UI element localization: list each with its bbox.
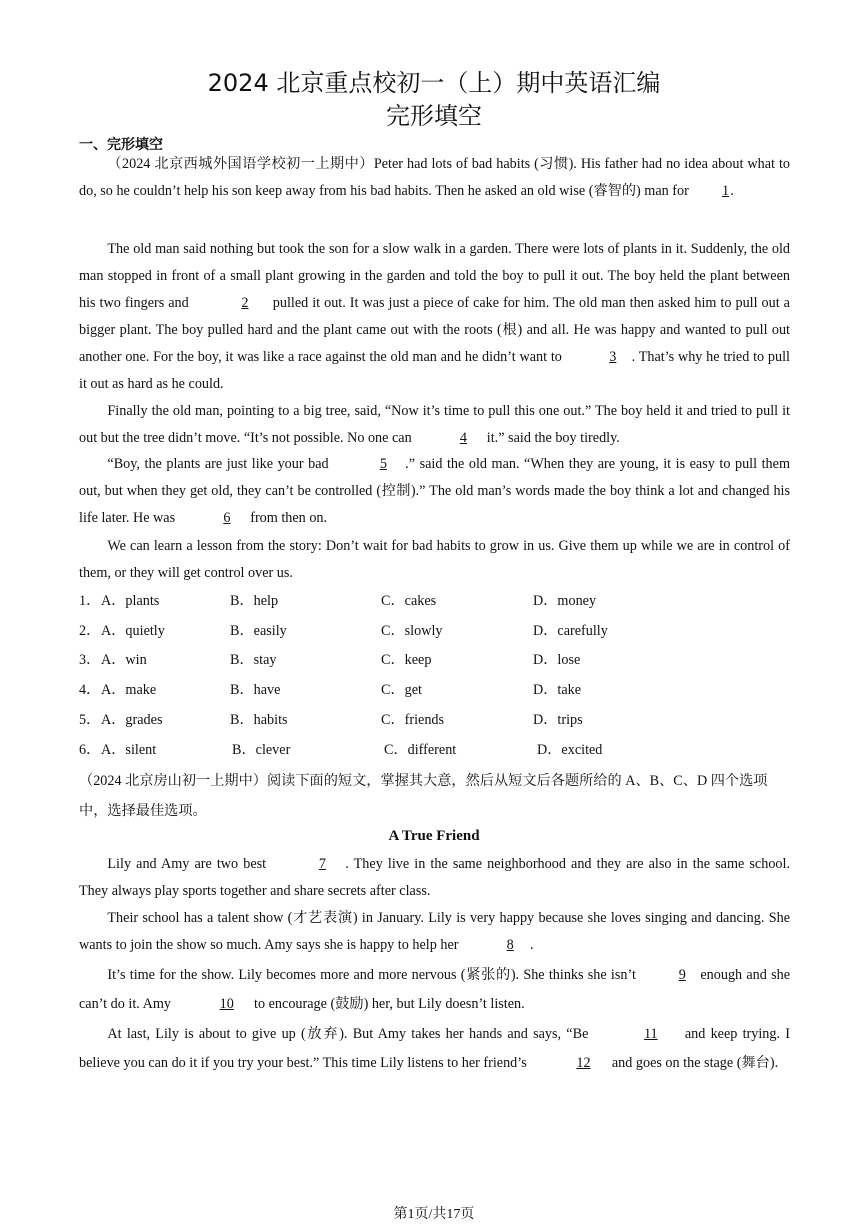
passage1-paragraph-3: Finally the old man, pointing to a big tree, said, “Now it’s time to pull this one out.” The boy held it and tried to pull it out but the tree didn’t move. “It’s not possible. No one can 4 it.” said the boy tiredly. <box>79 398 790 452</box>
option-row-6: 6． A．silent B．clever C．different D．excited <box>79 742 603 758</box>
passage1-paragraph-1: （2024 北京西城外国语学校初一上期中）Peter had lots of bad habits (习惯). His father had no idea about what to do, so he couldn’t help his son keep away from his bad habits. Then he asked an old wise (睿智的) man for 1. <box>79 151 790 205</box>
option-row-5: 5． A．grades B．habits C．friends D．trips <box>79 712 583 728</box>
passage1-paragraph-4: “Boy, the plants are just like your bad 5 .” said the old man. “When they are young, it is easy to pull them out, but when they get old, they can’t be controlled (控制).” The old man’s words made the boy think a lot and changed his life later. He was 6 from then on. <box>79 451 790 532</box>
passage1-paragraph-2: The old man said nothing but took the son for a slow walk in a garden. There were lots of plants in it. Suddenly, the old man stopped in front of a small plant growing in the garden and told the boy to pull it out. The boy held the plant between his two fingers and 2 pulled it out. It was just a piece of cake for him. The old man then asked him to pull out a bigger plant. The boy pulled hard and the plant came out with the roots (根) and all. He was happy and wanted to pull out another one. For the boy, it was like a race against the old man and he didn’t want to 3 . That’s why he tried to pull it out as hard as he could. <box>79 241 790 392</box>
page-number: 第1页/共17页 <box>393 1207 475 1222</box>
blank-5: 5 <box>379 456 387 472</box>
blank-6: 6 <box>223 510 231 526</box>
passage2-title: A True Friend <box>388 828 480 844</box>
option-row-4: 4． A．make B．have C．get D．take <box>79 682 582 698</box>
blank-4: 4 <box>459 430 467 446</box>
blank-9: 9 <box>678 967 686 983</box>
blank-8: 8 <box>506 937 514 953</box>
blank-7: 7 <box>318 856 326 872</box>
option-row-2: 2． A．quietly B．easily C．slowly D．carefully <box>79 623 608 639</box>
page-title: 2024 北京重点校初一（上）期中英语汇编 <box>207 69 661 97</box>
option-row-3: 3． A．win B．stay C．keep D．lose <box>79 652 581 668</box>
passage2-paragraph-2: Their school has a talent show (才艺表演) in January. Lily is very happy because she loves singing and dancing. She wants to join the show so much. Amy says she is happy to help her 8 . <box>79 905 790 959</box>
blank-10: 10 <box>219 996 234 1012</box>
section-heading: 一、完形填空 <box>79 137 163 153</box>
passage1-paragraph-5: We can learn a lesson from the story: Don’t wait for bad habits to grow in us. Give them up while we are in control of them, or they will get control over us. <box>79 538 790 581</box>
option-row-1: 1． A．plants B．help C．cakes D．money <box>79 593 597 609</box>
blank-2: 2 <box>241 295 249 311</box>
page-subtitle: 完形填空 <box>386 102 482 130</box>
passage2-paragraph-1: Lily and Amy are two best 7 . They live in the same neighborhood and they are also in the same school. They always play sports together and share secrets after class. <box>79 851 790 905</box>
blank-12: 12 <box>576 1055 591 1071</box>
blank-11: 11 <box>643 1026 658 1042</box>
blank-1: 1 <box>722 183 730 199</box>
blank-3: 3 <box>609 349 617 365</box>
passage2-paragraph-3: It’s time for the show. Lily becomes more and more nervous (紧张的). She thinks she isn’t 9 enough and she can’t do it. Amy 10 to encourage (鼓励) her, but Lily doesn’t listen. <box>79 961 790 1019</box>
passage2-instructions: （2024 北京房山初一上期中）阅读下面的短文，掌握其大意，然后从短文后各题所给的 A、B、C、D 四个选项中，选择最佳选项。 <box>79 773 768 819</box>
passage2-paragraph-4: At last, Lily is about to give up (放弃). But Amy takes her hands and says, “Be 11 and keep trying. I believe you can do it if you try your best.” This time Lily listens to her friend’s 12 and goes on the stage (舞台). <box>79 1020 790 1078</box>
